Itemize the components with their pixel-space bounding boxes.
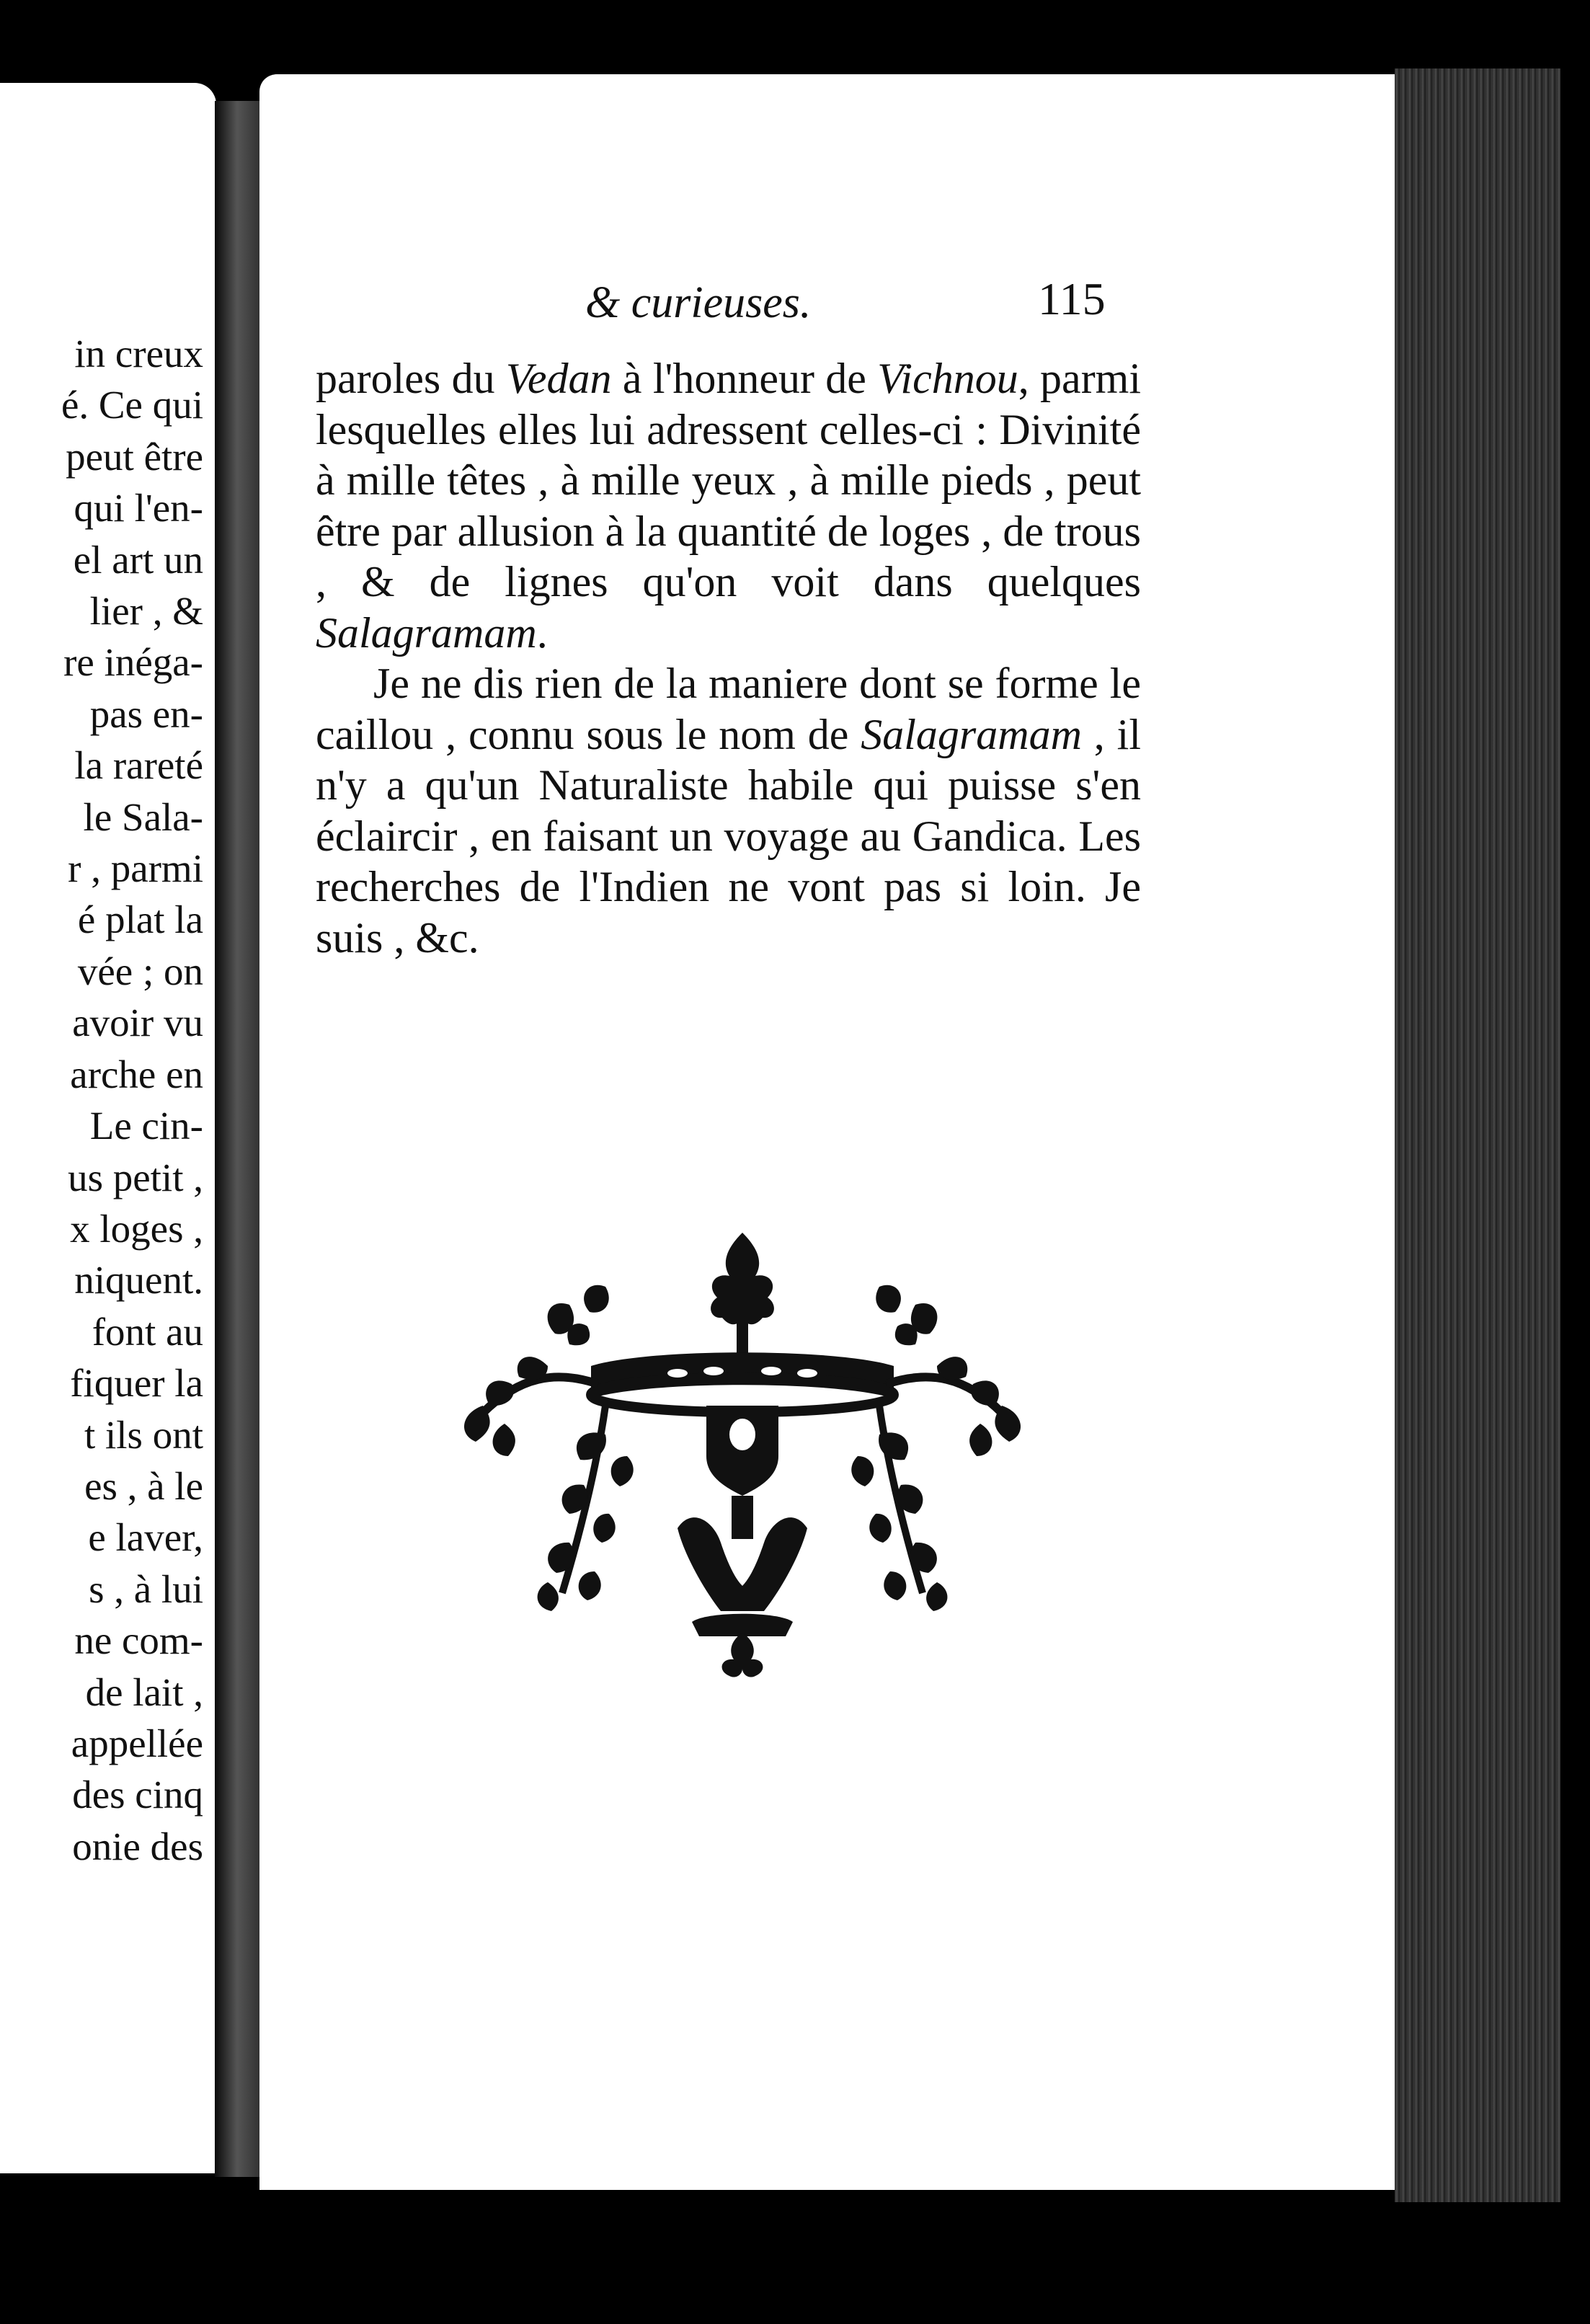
left-line: le Sala- — [83, 794, 203, 839]
paragraph-2 — [316, 658, 1141, 963]
paragraph-1 — [316, 353, 1141, 658]
italic-term-salagramam: Salagramam — [316, 608, 537, 657]
left-line: x loges , — [70, 1206, 203, 1251]
text-run: , il n'y a qu'un Naturaliste habile qui puisse s'en éclaircir , en faisant un voyage au Gandica. Les recherches de l'Indien ne vont pas si loin. Je suis , &c. — [316, 710, 1142, 962]
left-line: onie des — [72, 1824, 203, 1868]
page-block-edge — [1395, 68, 1560, 2202]
left-line: el art un — [73, 537, 203, 582]
left-line: Le cin- — [89, 1104, 203, 1148]
text-run: paroles du — [316, 355, 506, 402]
text-run: , parmi lesquelles elles lui adressent celles-ci : Divinité à mille têtes , à mille yeux , à mille pieds , peut être par allusion à la quantité de loges , de trous , & de lignes qu'on voit dans quelques — [316, 355, 1142, 606]
floral-crown-ornament-icon — [461, 1218, 1023, 1680]
running-head: & curieuses. — [585, 278, 812, 327]
left-line: r , parmi — [68, 846, 203, 891]
left-line: es , à le — [84, 1463, 203, 1508]
body-text — [316, 353, 1141, 963]
left-line: peut être — [66, 434, 203, 479]
italic-term-salagramam: Salagramam — [861, 710, 1082, 758]
left-line: lier , & — [89, 589, 203, 634]
left-line: la rareté — [74, 743, 203, 788]
left-line: ne com- — [74, 1618, 203, 1663]
left-line: des cinq — [72, 1773, 203, 1817]
italic-term-vichnou: Vichnou — [877, 355, 1018, 402]
left-line: us petit , — [68, 1155, 203, 1199]
left-line: in creux — [74, 332, 203, 376]
left-page — [0, 83, 216, 2173]
left-line: avoir vu — [72, 1001, 203, 1045]
text-run: Je ne dis rien de la maniere dont se forme le caillou , connu sous le nom de — [316, 660, 1141, 758]
italic-term-vedan: Vedan — [505, 355, 612, 402]
left-line: é plat la — [77, 897, 203, 942]
left-line: fiquer la — [70, 1361, 203, 1406]
left-line: é. Ce qui — [61, 383, 203, 427]
text-run: à l'honneur de — [611, 355, 878, 402]
left-page-text — [61, 328, 203, 1872]
left-line: e laver, — [88, 1515, 203, 1560]
left-line: appellée — [71, 1721, 203, 1765]
text-run: . — [536, 608, 548, 657]
left-line: s , à lui — [89, 1566, 203, 1611]
left-line: vée ; on — [77, 949, 203, 993]
left-line: niquent. — [74, 1258, 203, 1303]
left-line: qui l'en- — [74, 486, 203, 531]
left-line: de lait , — [85, 1669, 203, 1714]
left-line: re inéga- — [63, 640, 203, 685]
left-line: arche en — [70, 1052, 203, 1096]
left-line: font au — [92, 1309, 203, 1354]
page-number: 115 — [1038, 273, 1106, 324]
left-line: pas en- — [89, 691, 203, 736]
left-line: t ils ont — [84, 1412, 203, 1457]
